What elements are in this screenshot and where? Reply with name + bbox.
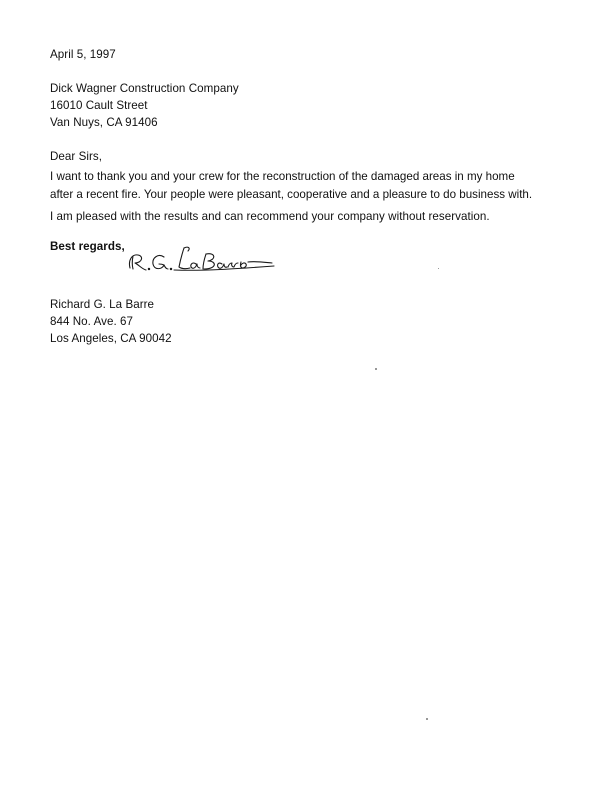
handwritten-signature	[124, 242, 284, 278]
recipient-name: Dick Wagner Construction Company	[50, 82, 239, 95]
salutation: Dear Sirs,	[50, 150, 103, 163]
recipient-street: 16010 Cault Street	[50, 99, 148, 112]
sender-name: Richard G. La Barre	[50, 298, 155, 311]
scan-speck	[438, 268, 439, 269]
sender-city: Los Angeles, CA 90042	[50, 332, 172, 345]
scan-speck	[375, 368, 377, 370]
paragraph-recommendation: I am pleased with the results and can recommend your company without reservation.	[50, 210, 490, 223]
recipient-city: Van Nuys, CA 91406	[50, 116, 158, 129]
paragraph-thanks	[50, 168, 580, 203]
sender-street: 844 No. Ave. 67	[50, 315, 134, 328]
letter-date: April 5, 1997	[50, 48, 116, 61]
paragraph-thanks-line-1: I want to thank you and your crew for the reconstruction of the damaged areas in my home	[50, 170, 515, 183]
paragraph-thanks-line-2: after a recent fire. Your people were pleasant, cooperative and a pleasure to do business with.	[50, 187, 533, 201]
scan-speck	[426, 718, 428, 720]
closing: Best regards,	[50, 240, 125, 253]
